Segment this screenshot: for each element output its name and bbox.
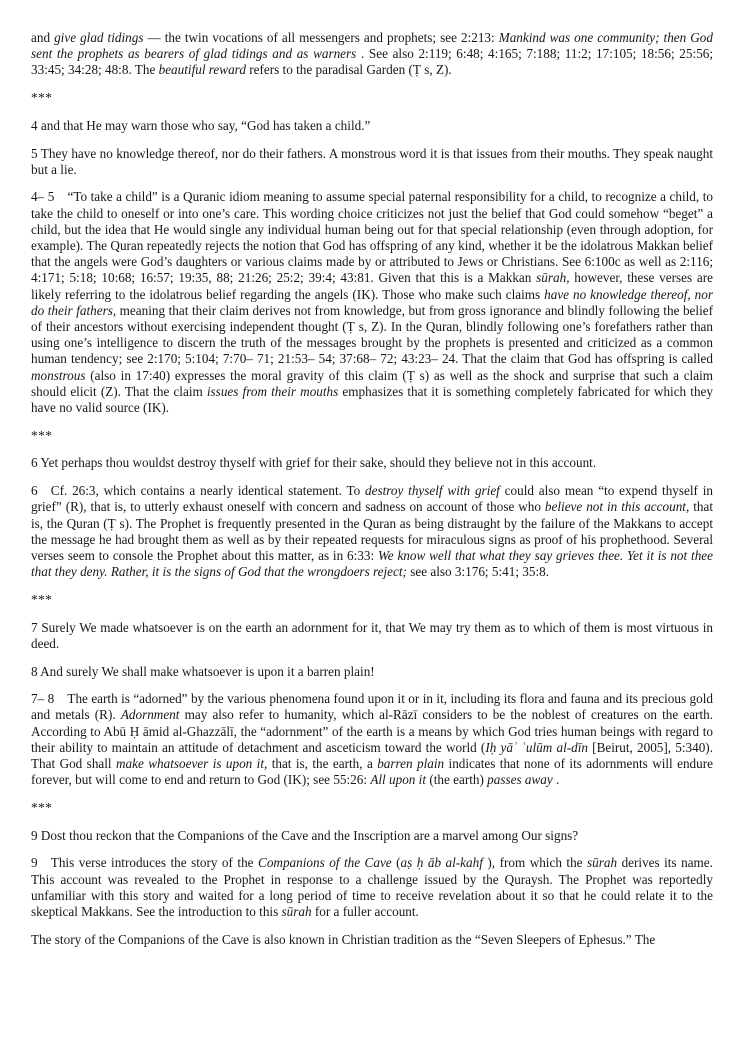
verse-paragraph [31,664,713,680]
italic-text-run: monstrous [31,367,86,383]
text-run: 7– 8 The earth is “adorned” by the various phenomena found upon it or in it, including its flora and fauna and its precious gold and metals (R). [31,691,713,723]
verse-paragraph [31,828,713,844]
text-run: ), from which the [482,855,588,871]
commentary-paragraph [31,189,713,416]
body-paragraph [31,30,713,79]
text-run: (also in 17:40) expresses the moral gravity of this claim (Ṭ s) as well as the shock and surprise that such a claim should elicit (Z). That the claim [31,367,713,399]
text-run: *** [31,591,53,607]
italic-text-run: believe not in this account, [544,499,690,515]
italic-text-run: We know well that what they say grieves thee. Yet it is not thee that they deny. Rather, it is the signs of God that the wrongdoers reject; [31,547,713,580]
text-run: *** [31,427,53,443]
text-run: could also mean “to expend thyself in grief” (R), that is, to utterly exhaust oneself with concern and sadness on account of those who [31,483,713,515]
italic-text-run: give glad tidings [54,30,144,45]
text-run: 5 They have no knowledge thereof, nor do their fathers. A monstrous word it is that issues from their mouths. They speak naught but a lie. [31,145,713,177]
verse-paragraph [31,118,713,134]
text-run: The story of the Companions of the Cave is also known in Christian tradition as the “Seven Sleepers of Ephesus.” The [31,931,656,947]
text-run: — the twin vocations of all messengers and prophets; see 2:213: [143,30,499,45]
text-run: for a fuller account. [311,903,419,919]
body-paragraph [31,932,713,948]
italic-text-run: make whatsoever is upon it, [116,756,268,772]
italic-text-run: All upon it [370,772,427,788]
text-run: *** [31,90,53,106]
text-column [31,30,713,948]
text-run: 6 Yet perhaps thou wouldst destroy thyself with grief for their sake, should they believe not in this account. [31,455,597,471]
verse-paragraph [31,620,713,652]
italic-text-run: destroy thyself with grief [365,483,500,499]
italic-text-run: Companions of the Cave [258,855,392,871]
text-run: . See also 2:119; 6:48; 4:165; 7:188; 11:2; 17:105; 18:56; 25:56; 33:45; 34:28; 48:8. The [31,46,713,78]
text-run: . [552,772,560,788]
text-run: that is, the earth, a [267,756,378,772]
verse-paragraph [31,146,713,178]
text-run: meaning that their claim derives not from knowledge, but from gross ignorance and blindly following the belief of their ancestors without exercising independent thought (Ṭ s, Z). In the Quran, blindly following one’s forefathers rather than using one’s intelligence to discern the truth of the messages brought by the prophets is presented and criticized as a common human tendency; see 2:170; 5:104; 7:70– 71; 21:53– 54; 37:68– 72; 43:23– 24. That the claim that God has offspring is called [31,302,713,367]
commentary-paragraph [31,483,713,580]
text-run: [Beirut, 2005], 5:340). That God shall [31,739,713,772]
italic-text-run: have no knowledge thereof, nor do their fathers, [31,286,713,318]
italic-text-run: issues from their mouths [206,383,339,399]
text-run: however, these verses are likely referring to the idolatrous belief regarding the angels (IK). Those who make such claims [31,270,713,302]
text-run: see also 3:176; 5:41; 35:8. [406,564,550,580]
italic-text-run: aṣ ḥ āb al-kahf [400,855,483,871]
section-separator [31,800,713,816]
text-run: (the earth) [426,772,488,788]
section-separator [31,90,713,106]
text-run: 8 And surely We shall make whatsoever is upon it a barren plain! [31,663,375,679]
text-run: may also refer to humanity, which al-Rāzī considers to be the noblest of creatures on the earth. According to Abū Ḥ āmid al-Ghazzālī, the “adornment” of the earth is a means by which God tries human beings with regard to their ability to maintain an attitude of detachment and asceticism toward the world ( [31,707,714,755]
italic-text-run: beautiful reward [158,62,246,78]
text-run: and [31,30,55,45]
italic-text-run: Mankind was one community; then God sent the prophets as bearers of glad tidings and as warners [31,30,713,62]
italic-text-run: Adornment [120,707,180,723]
text-run: emphasizes that it is something completely fabricated for which they have no valid source (IK). [31,383,713,416]
text-run: 6 Cf. 26:3, which contains a nearly identical statement. To [31,483,366,499]
text-run: *** [31,799,53,815]
text-run: derives its name. This account was revealed to the Prophet in response to a challenge issued by the Quraysh. The Prophet was reportedly unfamiliar with this story and waited for a long period of time to receive revelation about it so that he could relate it to the skeptical Makkans. See the introduction to this [31,855,713,919]
commentary-paragraph [31,691,713,788]
text-run: refers to the paradisal Garden (Ṭ s, Z). [245,62,452,78]
italic-text-run: sūrah [281,903,312,919]
text-run: 4 and that He may warn those who say, “God has taken a child.” [31,117,371,133]
text-run: that is, the Quran (Ṭ s). The Prophet is frequently presented in the Quran as being distraught by the failure of the Makkans to accept the message he had brought them as well as by their repeated requests for miraculous signs as proof of his prophethood. Several verses seem to console the Prophet about this matter, as in 6:33: [31,499,713,563]
italic-text-run: sūrah [587,855,618,871]
verse-paragraph [31,455,713,471]
italic-text-run: sūrah, [536,270,570,286]
text-run: ( [391,855,401,871]
italic-text-run: passes away [487,772,553,788]
text-run: 4– 5 “To take a child” is a Quranic idiom meaning to assume special paternal responsibility for a child, to recognize a child, to take the child to oneself or into one’s care. This wording choice criticizes not just the belief that God could somehow “beget” a child, but the idea that He would single any individual human being out for that special relationship (even through adoption, for example). The Quran repeatedly rejects the notion that God has offspring of any kind, whether it be the idolatrous Makkan belief that the angels were God’s daughters or various claims made by or attributed to Jews or Christians. See 6:100c as well as 2:116; 4:171; 5:18; 10:68; 16:57; 19:35, 88; 21:26; 25:2; 39:4; 43:81. Given that this is a Makkan [31,189,713,286]
text-run: 9 This verse introduces the story of the [31,855,259,871]
text-run: indicates that none of its adornments will endure forever, but will come to end and return to God (IK); see 55:26: [31,756,713,788]
section-separator [31,428,713,444]
italic-text-run: barren plain [377,756,445,772]
commentary-paragraph [31,855,713,920]
text-run: 9 Dost thou reckon that the Companions of the Cave and the Inscription are a marvel among Our signs? [31,827,579,843]
italic-text-run: Iḥ yāʾ ʿulūm al-dīn [485,739,588,755]
text-run: 7 Surely We made whatsoever is on the earth an adornment for it, that We may try them as to which of them is most virtuous in deed. [31,619,713,651]
section-separator [31,592,713,608]
